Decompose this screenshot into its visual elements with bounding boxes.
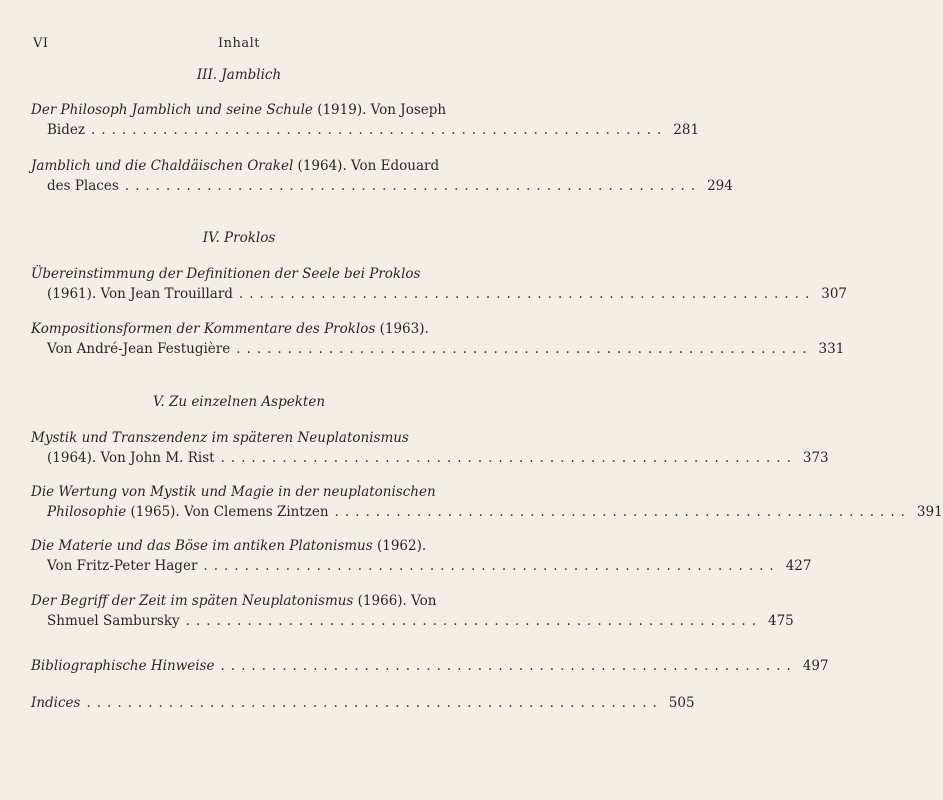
dot-leader: ........................................................ xyxy=(203,558,780,574)
entry-title-continued: Philosophie xyxy=(47,504,127,520)
entry-year: (1962). xyxy=(372,538,427,554)
entry-author: (1964). Von John M. Rist xyxy=(47,450,215,466)
toc-entry xyxy=(31,428,829,468)
dot-leader: ........................................................ xyxy=(86,695,663,711)
entry-title: Die Materie und das Böse im antiken Platonismus xyxy=(31,538,373,554)
entry-year: (1963). xyxy=(375,321,429,337)
entry-page: 391 xyxy=(916,504,943,520)
entry-title: Der Philosoph Jamblich und seine Schule xyxy=(31,102,313,118)
dot-leader: ........................................................ xyxy=(185,613,762,629)
section-heading-proklos: IV. Proklos xyxy=(202,230,276,246)
dot-leader: ........................................................ xyxy=(334,504,911,520)
entry-title: Übereinstimmung der Definitionen der Seele bei Proklos xyxy=(31,266,421,282)
entry-title: Die Wertung von Mystik und Magie in der neuplatonischen xyxy=(31,484,436,500)
toc-entry-bibliography xyxy=(31,656,829,676)
dot-leader: ........................................................ xyxy=(236,341,813,357)
running-title: Inhalt xyxy=(217,36,260,51)
entry-author: des Places xyxy=(47,178,119,194)
entry-page: 307 xyxy=(821,286,848,302)
entry-page: 281 xyxy=(673,122,700,138)
toc-entry xyxy=(31,100,700,140)
page-header xyxy=(31,36,447,56)
toc-entry xyxy=(31,156,733,196)
entry-page: 294 xyxy=(707,178,733,194)
dot-leader: ........................................................ xyxy=(124,178,702,194)
dot-leader: ........................................................ xyxy=(90,122,668,138)
entry-year: (1964). Von Edouard xyxy=(293,158,440,174)
entry-author: Bidez xyxy=(47,122,85,138)
entry-year: (1919). Von Joseph xyxy=(312,102,447,118)
dot-leader: ........................................................ xyxy=(220,450,797,466)
entry-page: 497 xyxy=(802,658,829,674)
entry-title: Kompositionsformen der Kommentare des Proklos xyxy=(31,321,376,337)
entry-title: Indices xyxy=(31,695,81,711)
entry-title: Bibliographische Hinweise xyxy=(31,658,215,674)
toc-entry xyxy=(31,264,848,304)
entry-page: 475 xyxy=(767,613,794,629)
entry-title: Der Begriff der Zeit im späten Neuplatonismus xyxy=(31,593,354,609)
entry-author: Shmuel Sambursky xyxy=(47,613,180,629)
entry-author: Von Fritz-Peter Hager xyxy=(47,558,198,574)
toc-entry-indices xyxy=(31,693,695,713)
entry-page: 427 xyxy=(785,558,812,574)
toc-entry xyxy=(31,319,845,359)
entry-author: Von André-Jean Festugière xyxy=(47,341,231,357)
dot-leader: ........................................................ xyxy=(220,658,797,674)
toc-entry xyxy=(31,536,812,576)
entry-year: (1966). Von xyxy=(353,593,437,609)
dot-leader: ........................................................ xyxy=(238,286,816,302)
entry-page: 331 xyxy=(818,341,845,357)
entry-title: Jamblich und die Chaldäischen Orakel xyxy=(31,158,294,174)
entry-author: (1961). Von Jean Trouillard xyxy=(47,286,233,302)
section-heading-aspekte: V. Zu einzelnen Aspekten xyxy=(152,394,326,410)
entry-page: 505 xyxy=(668,695,695,711)
toc-entry xyxy=(31,482,943,522)
entry-page: 373 xyxy=(802,450,829,466)
entry-title: Mystik und Transzendenz im späteren Neuplatonismus xyxy=(31,430,409,446)
entry-author: (1965). Von Clemens Zintzen xyxy=(126,504,329,520)
page-number: VI xyxy=(33,36,49,51)
section-heading-jamblich: III. Jamblich xyxy=(196,67,282,83)
toc-entry xyxy=(31,591,794,631)
